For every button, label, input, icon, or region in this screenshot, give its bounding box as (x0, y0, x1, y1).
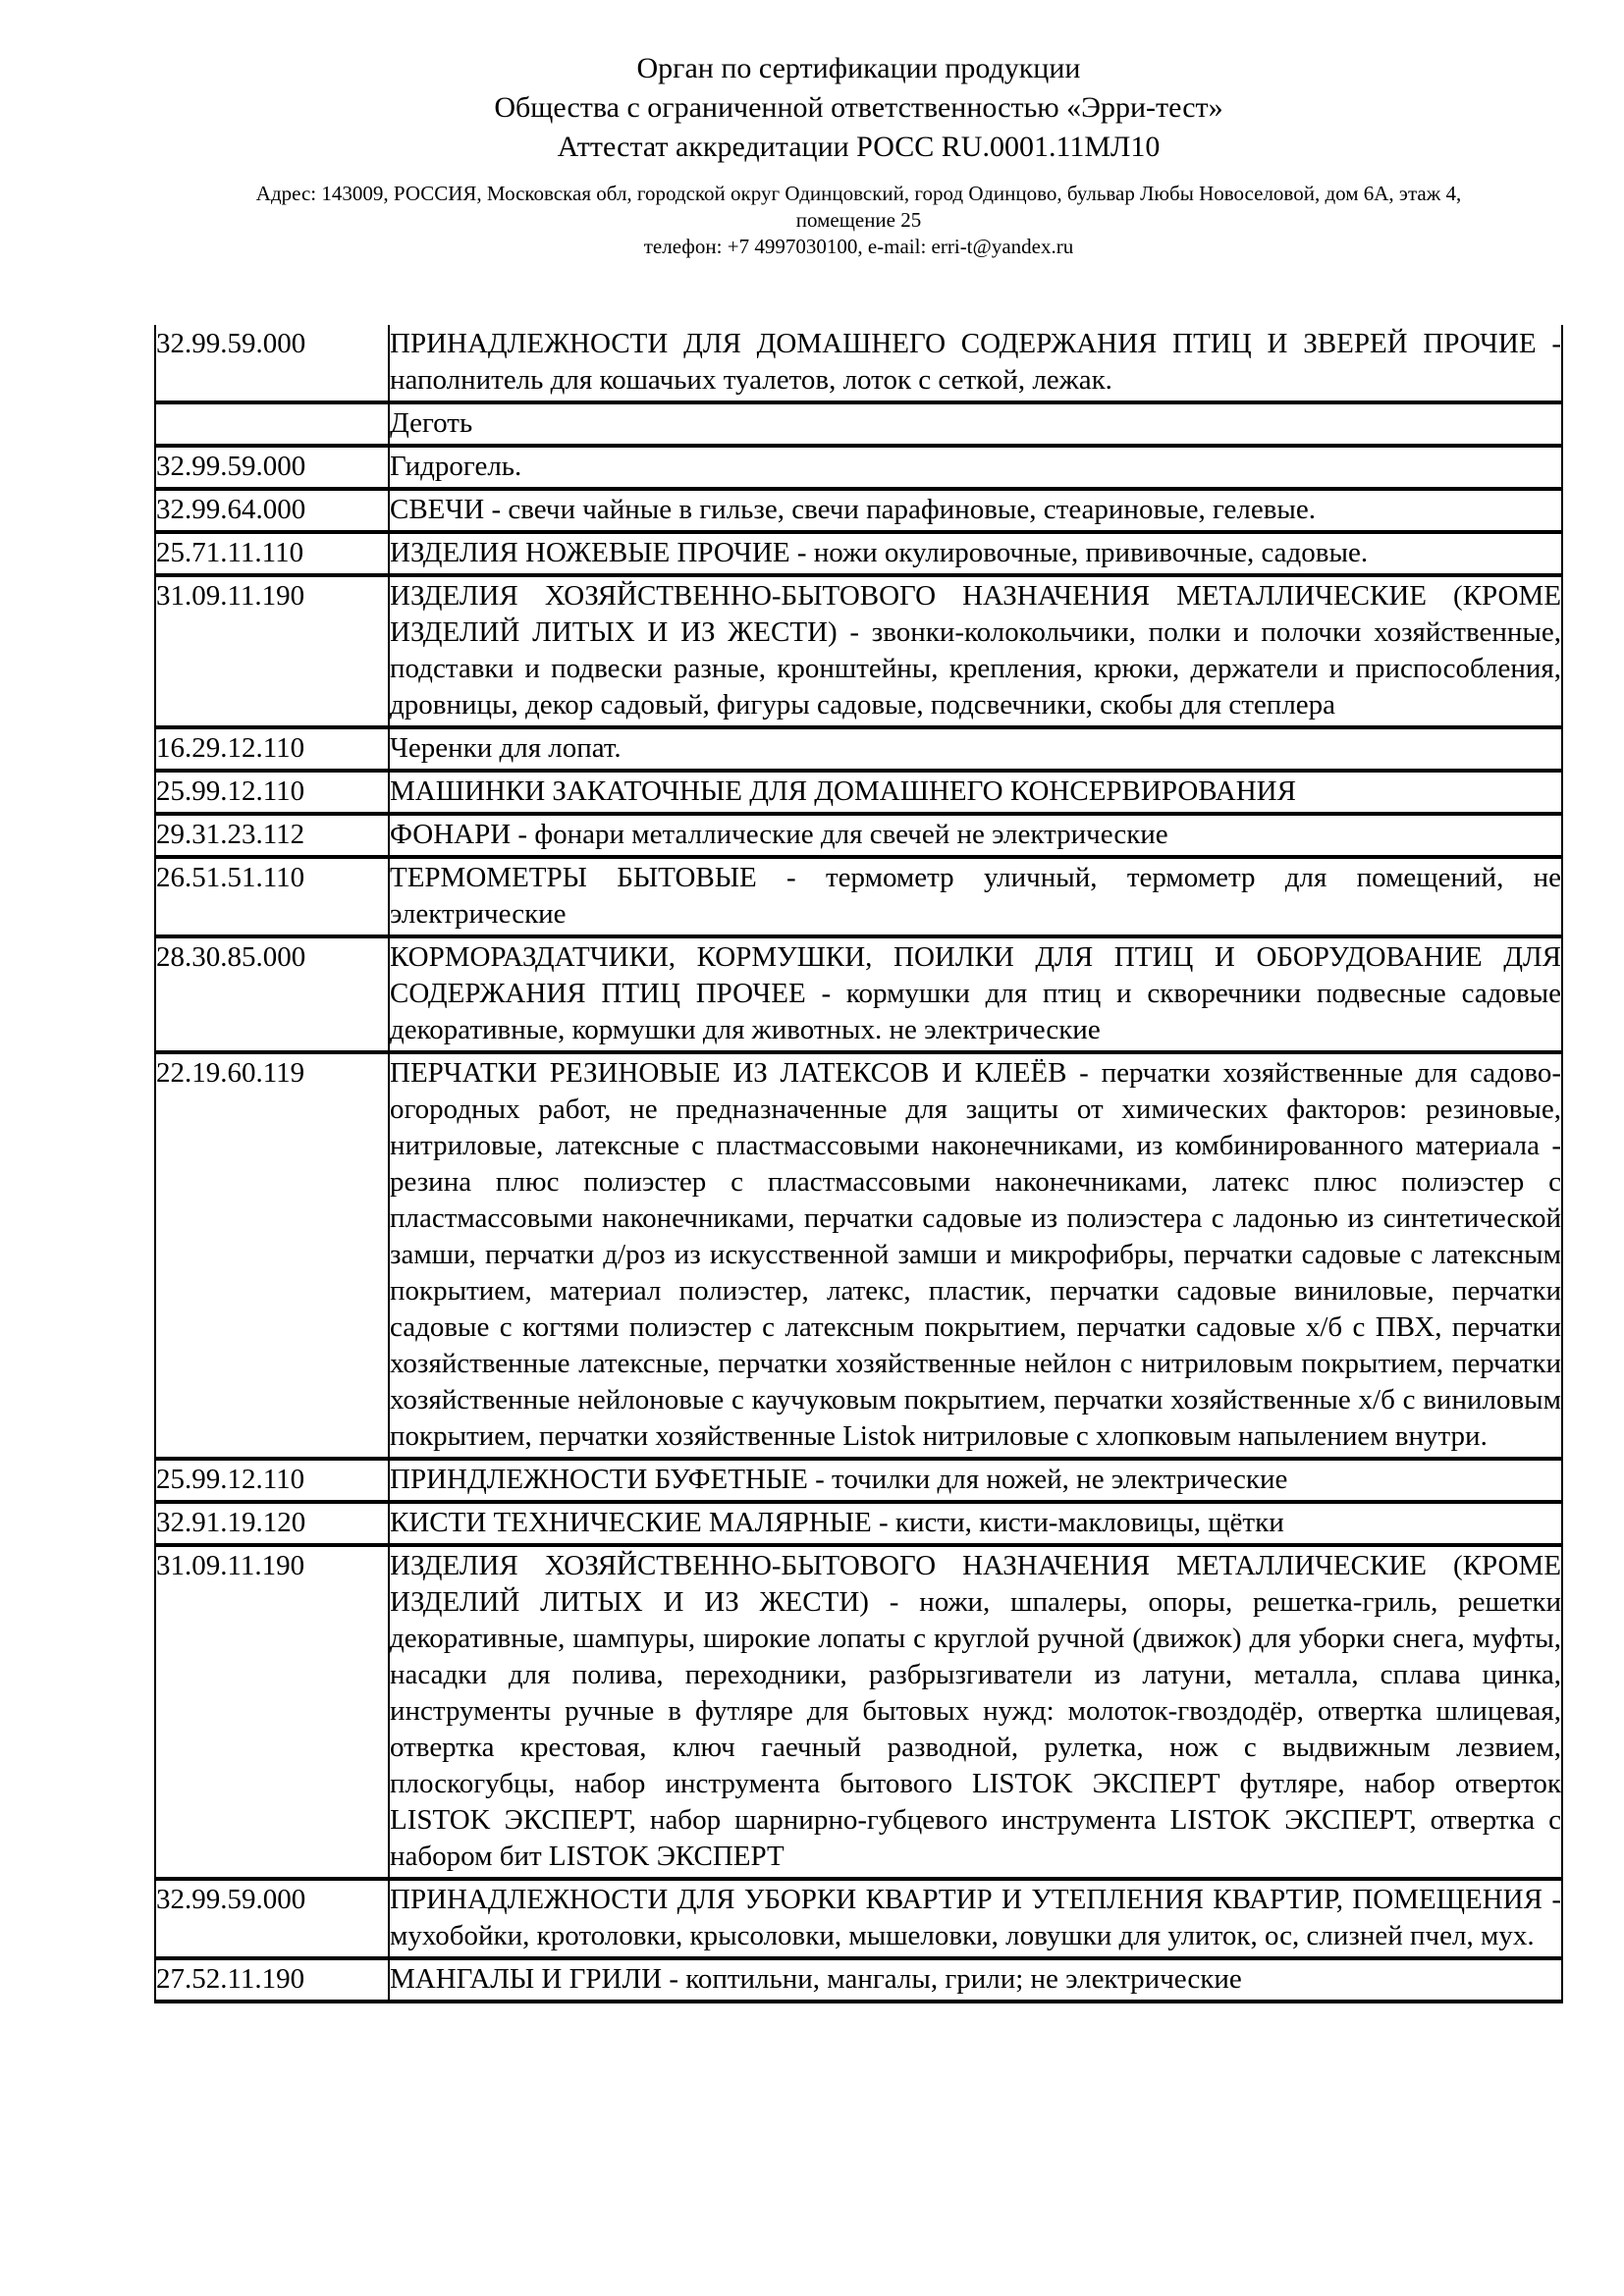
table-row (155, 727, 1562, 771)
description-cell: ИЗДЕЛИЯ НОЖЕВЫЕ ПРОЧИЕ - ножи окулировочные, прививочные, садовые. (389, 532, 1562, 575)
description-cell: Гидрогель. (389, 446, 1562, 489)
code-cell: 32.99.64.000 (155, 489, 389, 532)
description-cell: ПРИНАДЛЕЖНОСТИ ДЛЯ УБОРКИ КВАРТИР И УТЕПЛЕНИЯ КВАРТИР, ПОМЕЩЕНИЯ - мухобойки, кротоловки, крысоловки, мышеловки, ловушки для улиток, ос, слизней пчел, мух. (389, 1879, 1562, 1958)
code-cell: 26.51.51.110 (155, 857, 389, 936)
table-row (155, 489, 1562, 532)
code-cell: 32.99.59.000 (155, 446, 389, 489)
description-cell: ФОНАРИ - фонари металлические для свечей не электрические (389, 814, 1562, 857)
code-cell: 25.71.11.110 (155, 532, 389, 575)
document-header (154, 0, 1563, 260)
table-row (155, 575, 1562, 727)
code-cell (155, 402, 389, 446)
code-cell: 32.99.59.000 (155, 1879, 389, 1958)
org-name-line1: Орган по сертификации продукции (636, 52, 1081, 84)
table-row (155, 936, 1562, 1052)
description-cell: КИСТИ ТЕХНИЧЕСКИЕ МАЛЯРНЫЕ - кисти, кисти-макловицы, щётки (389, 1502, 1562, 1545)
description-cell: ИЗДЕЛИЯ ХОЗЯЙСТВЕННО-БЫТОВОГО НАЗНАЧЕНИЯ МЕТАЛЛИЧЕСКИЕ (КРОМЕ ИЗДЕЛИЙ ЛИТЫХ И ИЗ ЖЕСТИ) - ножи, шпалеры, опоры, решетка-гриль, решетки декоративные, шампуры, широкие лопаты с круглой ручной (движок) для уборки снега, муфты, насадки для полива, переходники, разбрызгиватели из латуни, металла, сплава цинка, инструменты ручные в футляре для бытовых нужд: молоток-гвоздодёр, отвертка шлицевая, отвертка крестовая, ключ гаечный разводной, рулетка, нож с выдвижным лезвием, плоскогубцы, набор инструмента бытового LISTOK ЭКСПЕРТ футляре, набор отверток LISTOK ЭКСПЕРТ, набор шарнирно-губцевого инструмента LISTOK ЭКСПЕРТ, отвертка с набором бит LISTOK ЭКСПЕРТ (389, 1545, 1562, 1879)
code-cell: 16.29.12.110 (155, 727, 389, 771)
description-cell: ПРИНАДЛЕЖНОСТИ ДЛЯ ДОМАШНЕГО СОДЕРЖАНИЯ ПТИЦ И ЗВЕРЕЙ ПРОЧИЕ - наполнитель для кошачьих туалетов, лоток с сеткой, лежак. (389, 325, 1562, 402)
table-row (155, 1502, 1562, 1545)
table-row (155, 857, 1562, 936)
description-cell: КОРМОРАЗДАТЧИКИ, КОРМУШКИ, ПОИЛКИ ДЛЯ ПТИЦ И ОБОРУДОВАНИЕ ДЛЯ СОДЕРЖАНИЯ ПТИЦ ПРОЧЕЕ - кормушки для птиц и скворечники подвесные садовые декоративные, кормушки для животных. не электрические (389, 936, 1562, 1052)
description-cell: ПРИНДЛЕЖНОСТИ БУФЕТНЫЕ - точилки для ножей, не электрические (389, 1459, 1562, 1502)
code-cell: 32.99.59.000 (155, 325, 389, 402)
description-cell: Черенки для лопат. (389, 727, 1562, 771)
table-row (155, 1545, 1562, 1879)
accreditation-line: Аттестат аккредитации РОСС RU.0001.11МЛ10 (557, 131, 1161, 163)
description-cell: Деготь (389, 402, 1562, 446)
description-cell: МАНГАЛЫ И ГРИЛИ - коптильни, мангалы, грили; не электрические (389, 1958, 1562, 2002)
code-cell: 28.30.85.000 (155, 936, 389, 1052)
code-cell: 32.91.19.120 (155, 1502, 389, 1545)
description-cell: МАШИНКИ ЗАКАТОЧНЫЕ ДЛЯ ДОМАШНЕГО КОНСЕРВИРОВАНИЯ (389, 771, 1562, 814)
table-row (155, 1879, 1562, 1958)
product-codes-table (154, 325, 1563, 2003)
description-cell: ПЕРЧАТКИ РЕЗИНОВЫЕ ИЗ ЛАТЕКСОВ И КЛЕЁВ - перчатки хозяйственные для садово-огородных работ, не предназначенные для защиты от химических факторов: резиновые, нитриловые, латексные с пластмассовыми наконечниками, из комбинированного материала - резина плюс полиэстер с пластмассовыми наконечниками, латекс плюс полиэстер с пластмассовыми наконечниками, перчатки садовые из полиэстера с ладонью из синтетической замши, перчатки д/роз из искусственной замши и микрофибры, перчатки садовые с латексным покрытием, материал полиэстер, латекс, пластик, перчатки садовые виниловые, перчатки садовые с когтями полиэстер с латексным покрытием, перчатки садовые х/б с ПВХ, перчатки хозяйственные латексные, перчатки хозяйственные нейлон с нитриловым покрытием, перчатки хозяйственные нейлоновые с каучуковым покрытием, перчатки хозяйственные х/б с виниловым покрытием, перчатки хозяйственные Listok нитриловые с хлопковым напылением внутри. (389, 1052, 1562, 1459)
description-cell: ИЗДЕЛИЯ ХОЗЯЙСТВЕННО-БЫТОВОГО НАЗНАЧЕНИЯ МЕТАЛЛИЧЕСКИЕ (КРОМЕ ИЗДЕЛИЙ ЛИТЫХ И ИЗ ЖЕСТИ) - звонки-колокольчики, полки и полочки хозяйственные, подставки и подвески разные, кронштейны, крепления, крюки, держатели и приспособления, дровницы, декор садовый, фигуры садовые, подсвечники, скобы для степлера (389, 575, 1562, 727)
table-row (155, 325, 1562, 402)
code-cell: 25.99.12.110 (155, 1459, 389, 1502)
code-cell: 29.31.23.112 (155, 814, 389, 857)
table-row (155, 771, 1562, 814)
address-line2: помещение 25 (795, 208, 922, 232)
code-cell: 27.52.11.190 (155, 1958, 389, 2002)
address-block (154, 181, 1563, 234)
table-row (155, 532, 1562, 575)
table-row (155, 402, 1562, 446)
code-cell: 22.19.60.119 (155, 1052, 389, 1459)
contact-line: телефон: +7 4997030100, e-mail: erri-t@yandex.ru (643, 235, 1074, 258)
code-cell: 31.09.11.190 (155, 575, 389, 727)
table-row (155, 1459, 1562, 1502)
table-row (155, 1958, 1562, 2002)
description-cell: ТЕРМОМЕТРЫ БЫТОВЫЕ - термометр уличный, термометр для помещений, не электрические (389, 857, 1562, 936)
description-cell: СВЕЧИ - свечи чайные в гильзе, свечи парафиновые, стеариновые, гелевые. (389, 489, 1562, 532)
table-row (155, 1052, 1562, 1459)
code-cell: 25.99.12.110 (155, 771, 389, 814)
table-row (155, 446, 1562, 489)
code-cell: 31.09.11.190 (155, 1545, 389, 1879)
org-name-line2: Общества с ограниченной ответственностью «Эрри-тест» (494, 91, 1223, 124)
address-line1: Адрес: 143009, РОССИЯ, Московская обл, городской округ Одинцовский, город Одинцово, бульвар Любы Новоселовой, дом 6А, этаж 4, (255, 182, 1462, 205)
document-page (154, 0, 1563, 2003)
table-row (155, 814, 1562, 857)
